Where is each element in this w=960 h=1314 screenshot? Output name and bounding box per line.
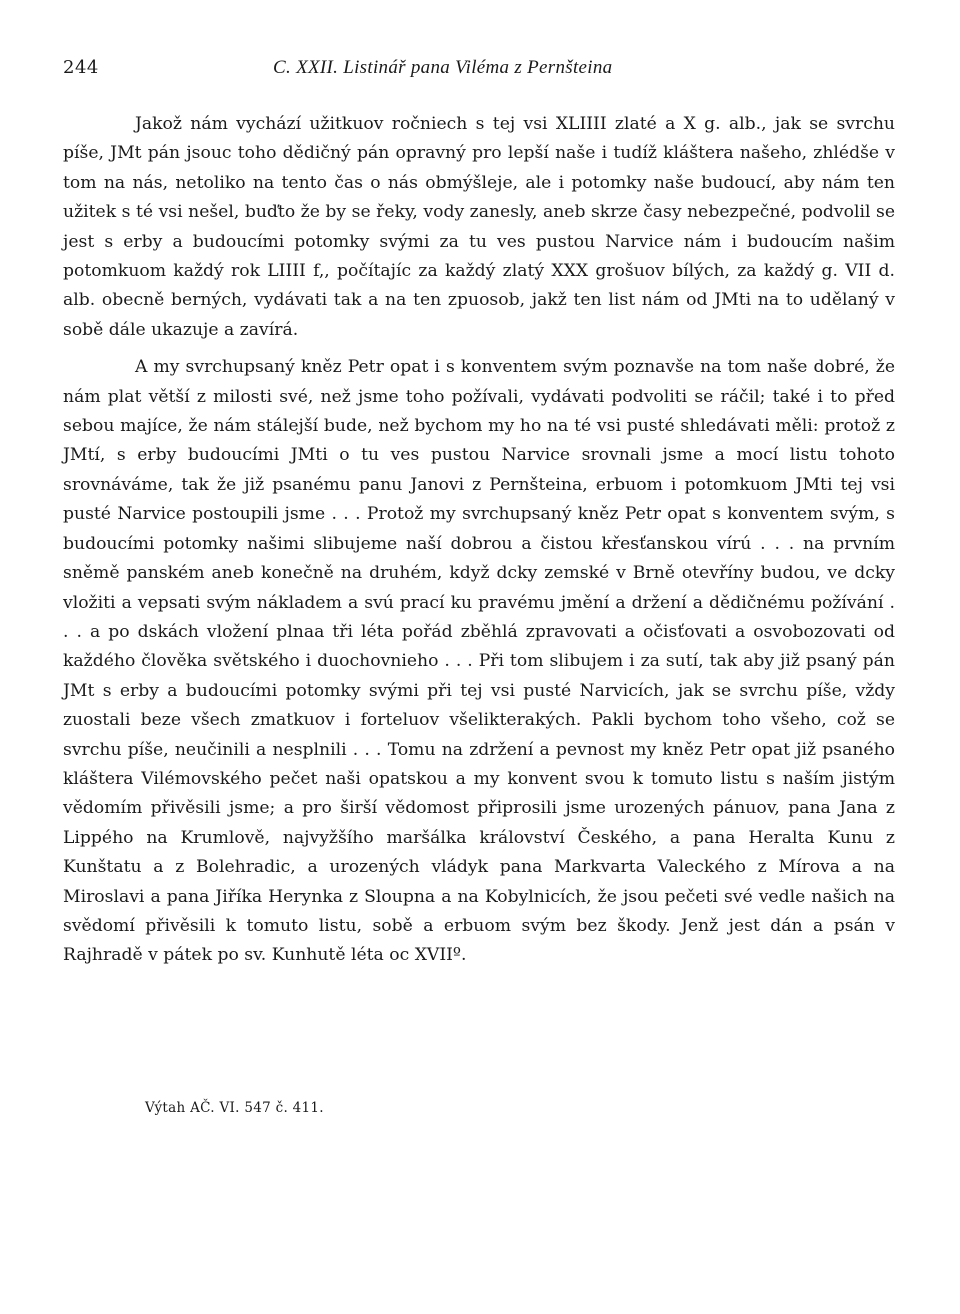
paragraph: A my svrchupsaný kněz Petr opat i s konventem svým poznavše na tom naše dobré, že nám plat větší z milosti své, než jsme toho požívali, vydávati podvoliti se ráčil; také i to před sebou majíce, že nám stálejší bude, než bychom my ho na té vsi pusté shledávati měli: protož z JMtí, s erby budoucími JMti o tu ves pustou Narvice srovnali jsme a mocí listu tohoto srovnáváme, tak že již psanému panu Janovi z Pernšteina, erbuom i potomkuom JMti tej vsi pusté Narvice postoupili jsme . . . Protož my svrchupsaný kněz Petr opat s konventem svým, s budoucími potomky našimi slibujeme naší dobrou a čistou křesťanskou vírú . . . na prvním sněmě panském aneb konečně na druhém, když dcky zemské v Brně otevříny budou, ve dcky vložiti a vepsati svým nákladem a svú prací ku pravému jmění a držení a dědičnému požívání . . . a po dskách vložení plnaa tři léta pořád zběhlá zpravovati a očisťovati a osvobozovati od každého člověka světského i duochovnieho . . . Při tom slibujem i za sutí, tak aby již psaný pán JMt s erby a budoucími potomky svými při tej vsi pusté Narvicích, jak se svrchu píše, vždy zuostali beze všech zmatkuov i forteluov všelikterakých. Pakli bychom toho všeho, což se svrchu píše, neučinili a nesplnili . . . Tomu na zdržení a pevnost my kněz Petr opat již psaného kláštera Vilémovského pečet naši opatskou a my konvent svou k tomuto listu s naším jistým vědomím přivěsili jsme; a pro širší vědomost připrosili jsme urozených pánuov, pana Jana z Lippého na Krumlově, najvyžšího maršálka království Českého, a pana Heralta Kunu z Kunštatu a z Bolehradic, a urozených vládyk pana Markvarta Valeckého z Mírova a na Miroslavi a pana Jiříka Herynka z Sloupna a na Kobylnicích, že jsou pečeti své vedle našich na svědomí přivěsili k tomuto listu, sobě a erbuom svým bez škody. Jenž jest dán a psán v Rajhradě v pátek po sv. Kunhutě léta oc XVIIº.	[63, 357, 895, 966]
page-number: 244	[63, 57, 99, 78]
page-header	[63, 57, 895, 87]
source-note: Výtah AČ. VI. 547 č. 411.	[145, 1100, 324, 1116]
body-text	[63, 110, 895, 971]
running-head: C. XXII. Listinář pana Viléma z Pernšteina	[273, 57, 613, 78]
paragraph: Jakož nám vychází užitkuov ročniech s tej vsi XLIIII zlaté a X g. alb., jak se svrchu píše, JMt pán jsouc toho dědičný pán opravný pro lepší naše i tudíž kláštera našeho, zhlédše v tom na nás, netoliko na tento čas o nás obmýšleje, ale i potomky naše budoucí, aby nám ten užitek s té vsi nešel, buďto že by se řeky, vody zanesly, aneb skrze časy nebezpečné, podvolil se jest s erby a budoucími potomky svými za tu ves pustou Narvice nám i budoucím našim potomkuom každý rok LIIII f,, počítajíc za každý zlatý XXX grošuov bílých, za každý g. VII d. alb. obecně berných, vydávati tak a na ten zpuosob, jakž ten list nám od JMti na to udělaný v sobě dále ukazuje a zavírá.	[63, 114, 895, 340]
